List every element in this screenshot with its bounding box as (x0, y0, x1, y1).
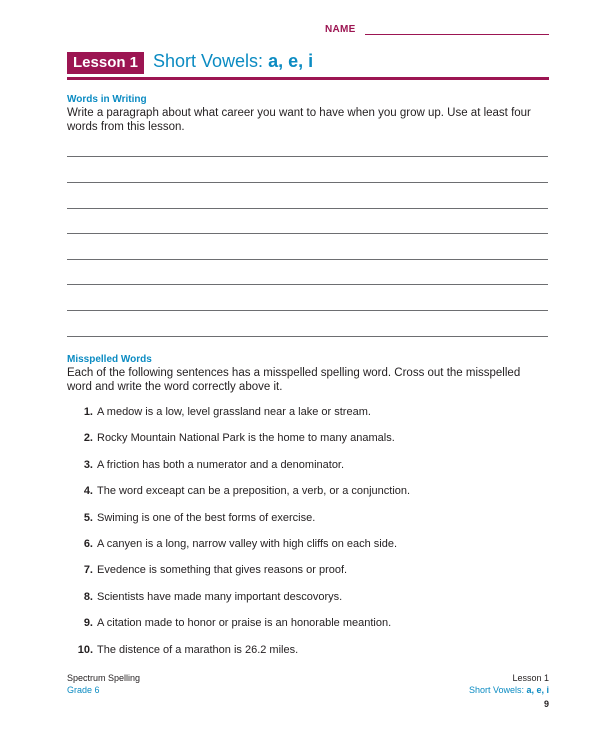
item-number: 3. (83, 459, 93, 471)
list-item (60, 458, 550, 476)
list-item (60, 616, 550, 634)
writing-line[interactable] (67, 182, 548, 183)
list-item (60, 537, 550, 555)
item-text[interactable]: A friction has both a numerator and a denominator. (97, 459, 345, 471)
writing-line[interactable] (67, 233, 548, 234)
item-number: 10. (77, 644, 93, 656)
footer-book-title: Spectrum Spelling (67, 673, 141, 683)
writing-line[interactable] (67, 156, 548, 157)
item-text[interactable]: A citation made to honor or praise is an honorable meantion. (97, 617, 392, 629)
list-item (60, 484, 550, 502)
header-rule (67, 77, 549, 80)
item-text[interactable]: Rocky Mountain National Park is the home to many anamals. (97, 432, 395, 444)
item-text[interactable]: The word exceapt can be a preposition, a verb, or a conjunction. (97, 485, 411, 497)
lesson-header (67, 52, 549, 82)
writing-line[interactable] (67, 336, 548, 337)
writing-line[interactable] (67, 208, 548, 209)
name-label: NAME (325, 24, 356, 35)
name-row (0, 24, 600, 40)
item-number: 7. (83, 564, 93, 576)
item-text[interactable]: Evedence is something that gives reasons or proof. (97, 564, 348, 576)
item-text[interactable]: Swiming is one of the best forms of exercise. (97, 512, 316, 524)
footer-left (67, 672, 140, 696)
writing-instructions: Write a paragraph about what career you want to have when you grow up. Use at least four words from this lesson. (67, 107, 531, 133)
item-number: 9. (83, 617, 93, 629)
list-item (60, 590, 550, 608)
item-number: 4. (83, 485, 93, 497)
item-text[interactable]: A medow is a low, level grassland near a lake or stream. (97, 406, 371, 418)
footer-lesson: Lesson 1 (512, 673, 549, 683)
misspelled-heading: Misspelled Words (67, 354, 152, 365)
list-item (60, 563, 550, 581)
writing-line[interactable] (67, 310, 548, 311)
item-text[interactable]: A canyen is a long, narrow valley with high cliffs on each side. (97, 538, 398, 550)
writing-line[interactable] (67, 259, 548, 260)
list-item (60, 405, 550, 423)
name-line[interactable] (365, 34, 549, 35)
item-number: 6. (83, 538, 93, 550)
list-item (60, 643, 550, 661)
item-number: 8. (83, 591, 93, 603)
item-number: 5. (83, 512, 93, 524)
writing-heading: Words in Writing (67, 94, 147, 105)
footer-subtitle-vowels: a, e, i (526, 685, 549, 695)
lesson-label: Lesson 1 (67, 52, 144, 74)
footer-grade: Grade 6 (67, 685, 100, 695)
footer-subtitle-text: Short Vowels: (468, 685, 527, 695)
item-text[interactable]: The distence of a marathon is 26.2 miles. (97, 644, 299, 656)
item-number: 2. (83, 432, 93, 444)
misspelled-instructions: Each of the following sentences has a misspelled spelling word. Cross out the misspelled word and write the word correctly above it. (67, 367, 521, 393)
writing-line[interactable] (67, 284, 548, 285)
item-text[interactable]: Scientists have made many important descovorys. (97, 591, 343, 603)
footer-subtitle (469, 684, 549, 696)
page-number: 9 (543, 699, 549, 709)
lesson-title (153, 51, 313, 72)
lesson-title-text: Short Vowels: (153, 51, 269, 71)
list-item (60, 431, 550, 449)
lesson-title-vowels: a, e, i (268, 51, 314, 71)
footer-right (469, 672, 549, 696)
list-item (60, 511, 550, 529)
item-number: 1. (83, 406, 93, 418)
